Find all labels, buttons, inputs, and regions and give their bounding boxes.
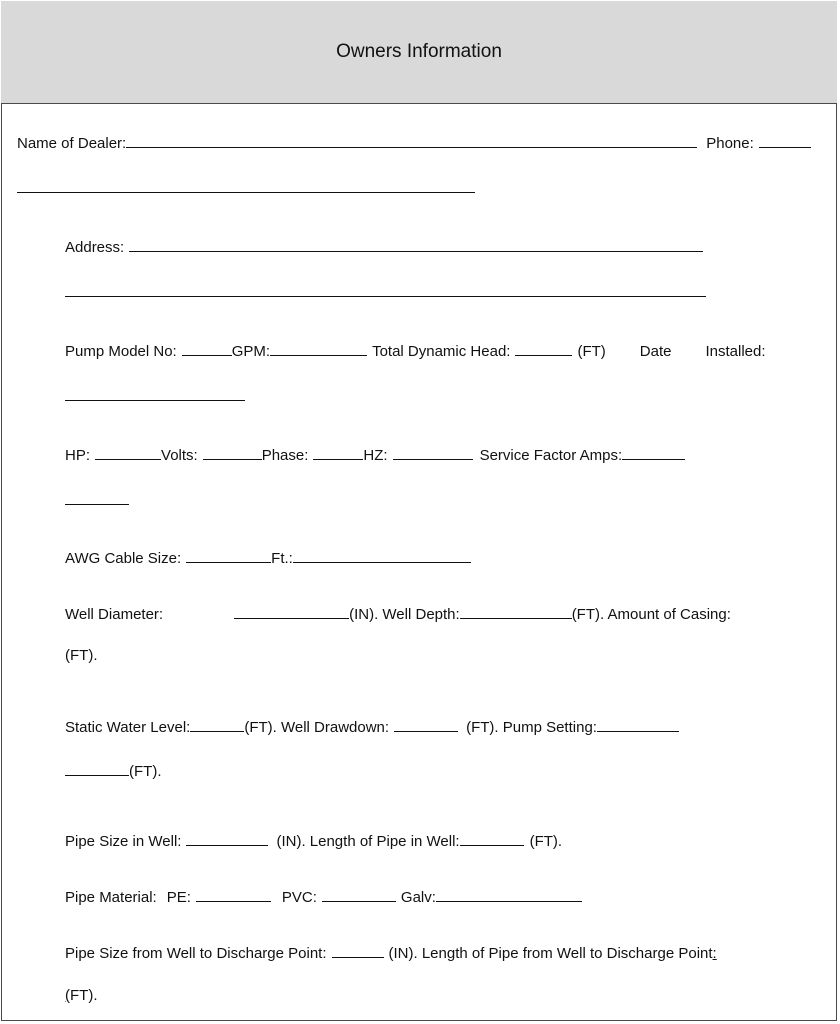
pipe-discharge-label: Pipe Size from Well to Discharge Point: (65, 945, 327, 962)
pump-setting-field[interactable] (597, 717, 679, 732)
phone-label: Phone: (706, 135, 754, 152)
pipe-size-row (65, 831, 562, 851)
hz-field[interactable] (393, 445, 473, 460)
volts-label: Volts: (161, 447, 198, 464)
pump-model-label: Pump Model No: (65, 343, 177, 360)
awg-label: AWG Cable Size: (65, 550, 182, 567)
pump-model-row (65, 341, 766, 361)
pipe-size-label: Pipe Size in Well: (65, 833, 182, 850)
pipe-length-unit: (FT). (529, 833, 563, 850)
address-field[interactable] (129, 237, 703, 252)
pipe-size-field[interactable] (186, 831, 268, 846)
tdh-field[interactable] (515, 341, 572, 356)
dealer-continuation-line[interactable] (17, 192, 475, 193)
dealer-field[interactable] (126, 133, 697, 148)
address-label: Address: (65, 239, 125, 256)
water-level-row-cont (65, 761, 161, 781)
ft-field[interactable] (293, 548, 471, 563)
ft-label: Ft.: (271, 550, 293, 567)
sfa-continuation-field[interactable] (65, 504, 129, 505)
discharge-colon: : (712, 945, 717, 962)
casing-label: (FT). Amount of Casing: (571, 606, 731, 623)
well-diameter-label: Well Diameter: (65, 606, 164, 623)
phase-field[interactable] (313, 445, 363, 460)
galv-label: Galv: (400, 889, 436, 906)
drawdown-field[interactable] (394, 717, 458, 732)
pipe-length-label: (IN). Length of Pipe in Well: (276, 833, 460, 850)
tdh-label: Total Dynamic Head: (372, 343, 511, 360)
gpm-label: GPM: (231, 343, 271, 360)
sfa-label: Service Factor Amps: (479, 447, 623, 464)
water-level-row (65, 717, 679, 737)
pump-setting-unit: (FT). (129, 763, 162, 780)
pump-model-field[interactable] (182, 341, 232, 356)
pipe-discharge-size-field[interactable] (332, 943, 384, 958)
pipe-material-label: Pipe Material: (65, 889, 157, 906)
pvc-field[interactable] (322, 887, 396, 902)
form-header (1, 1, 837, 104)
static-level-label: Static Water Level: (65, 719, 191, 736)
casing-unit: (FT). (65, 647, 98, 664)
well-diameter-field[interactable] (234, 604, 349, 619)
well-depth-label: (IN). Well Depth: (349, 606, 460, 623)
discharge-unit: FT). (70, 987, 98, 1004)
well-depth-field[interactable] (460, 604, 572, 619)
well-row-cont (65, 647, 97, 665)
address-line-2[interactable] (65, 296, 706, 297)
cable-row (65, 548, 471, 568)
hp-label: HP: (65, 447, 91, 464)
phone-field[interactable] (759, 133, 811, 148)
pump-setting-continuation-field[interactable] (65, 761, 129, 776)
form-frame (1, 1, 837, 1021)
pipe-length-field[interactable] (460, 831, 524, 846)
discharge-row (65, 943, 717, 963)
pe-field[interactable] (196, 887, 271, 902)
awg-field[interactable] (186, 548, 271, 563)
date-label: Date (639, 343, 672, 360)
drawdown-label: (FT). Well Drawdown: (244, 719, 390, 736)
installed-date-field[interactable] (65, 400, 245, 401)
sfa-field[interactable] (622, 445, 685, 460)
pe-label: PE: (166, 889, 191, 906)
galv-field[interactable] (436, 887, 582, 902)
form-title: Owners Information (336, 41, 502, 62)
pvc-label: PVC: (281, 889, 317, 906)
dealer-row (17, 133, 811, 153)
installed-label: Installed: (705, 343, 766, 360)
phase-label: Phase: (261, 447, 309, 464)
tdh-unit: (FT) (577, 343, 606, 360)
hp-field[interactable] (95, 445, 161, 460)
dealer-label: Name of Dealer: (17, 135, 127, 152)
pipe-material-row (65, 887, 582, 907)
discharge-length-label: (IN). Length of Pipe from Well to Discharge Point (388, 945, 713, 962)
discharge-row-cont (65, 987, 98, 1005)
address-row (65, 237, 703, 257)
static-level-field[interactable] (190, 717, 244, 732)
well-row (65, 604, 731, 624)
hz-label: HZ: (363, 447, 388, 464)
discharge-paren: ( (65, 987, 70, 1004)
motor-row (65, 445, 685, 465)
pump-setting-label: (FT). Pump Setting: (466, 719, 597, 736)
volts-field[interactable] (203, 445, 262, 460)
gpm-field[interactable] (270, 341, 367, 356)
